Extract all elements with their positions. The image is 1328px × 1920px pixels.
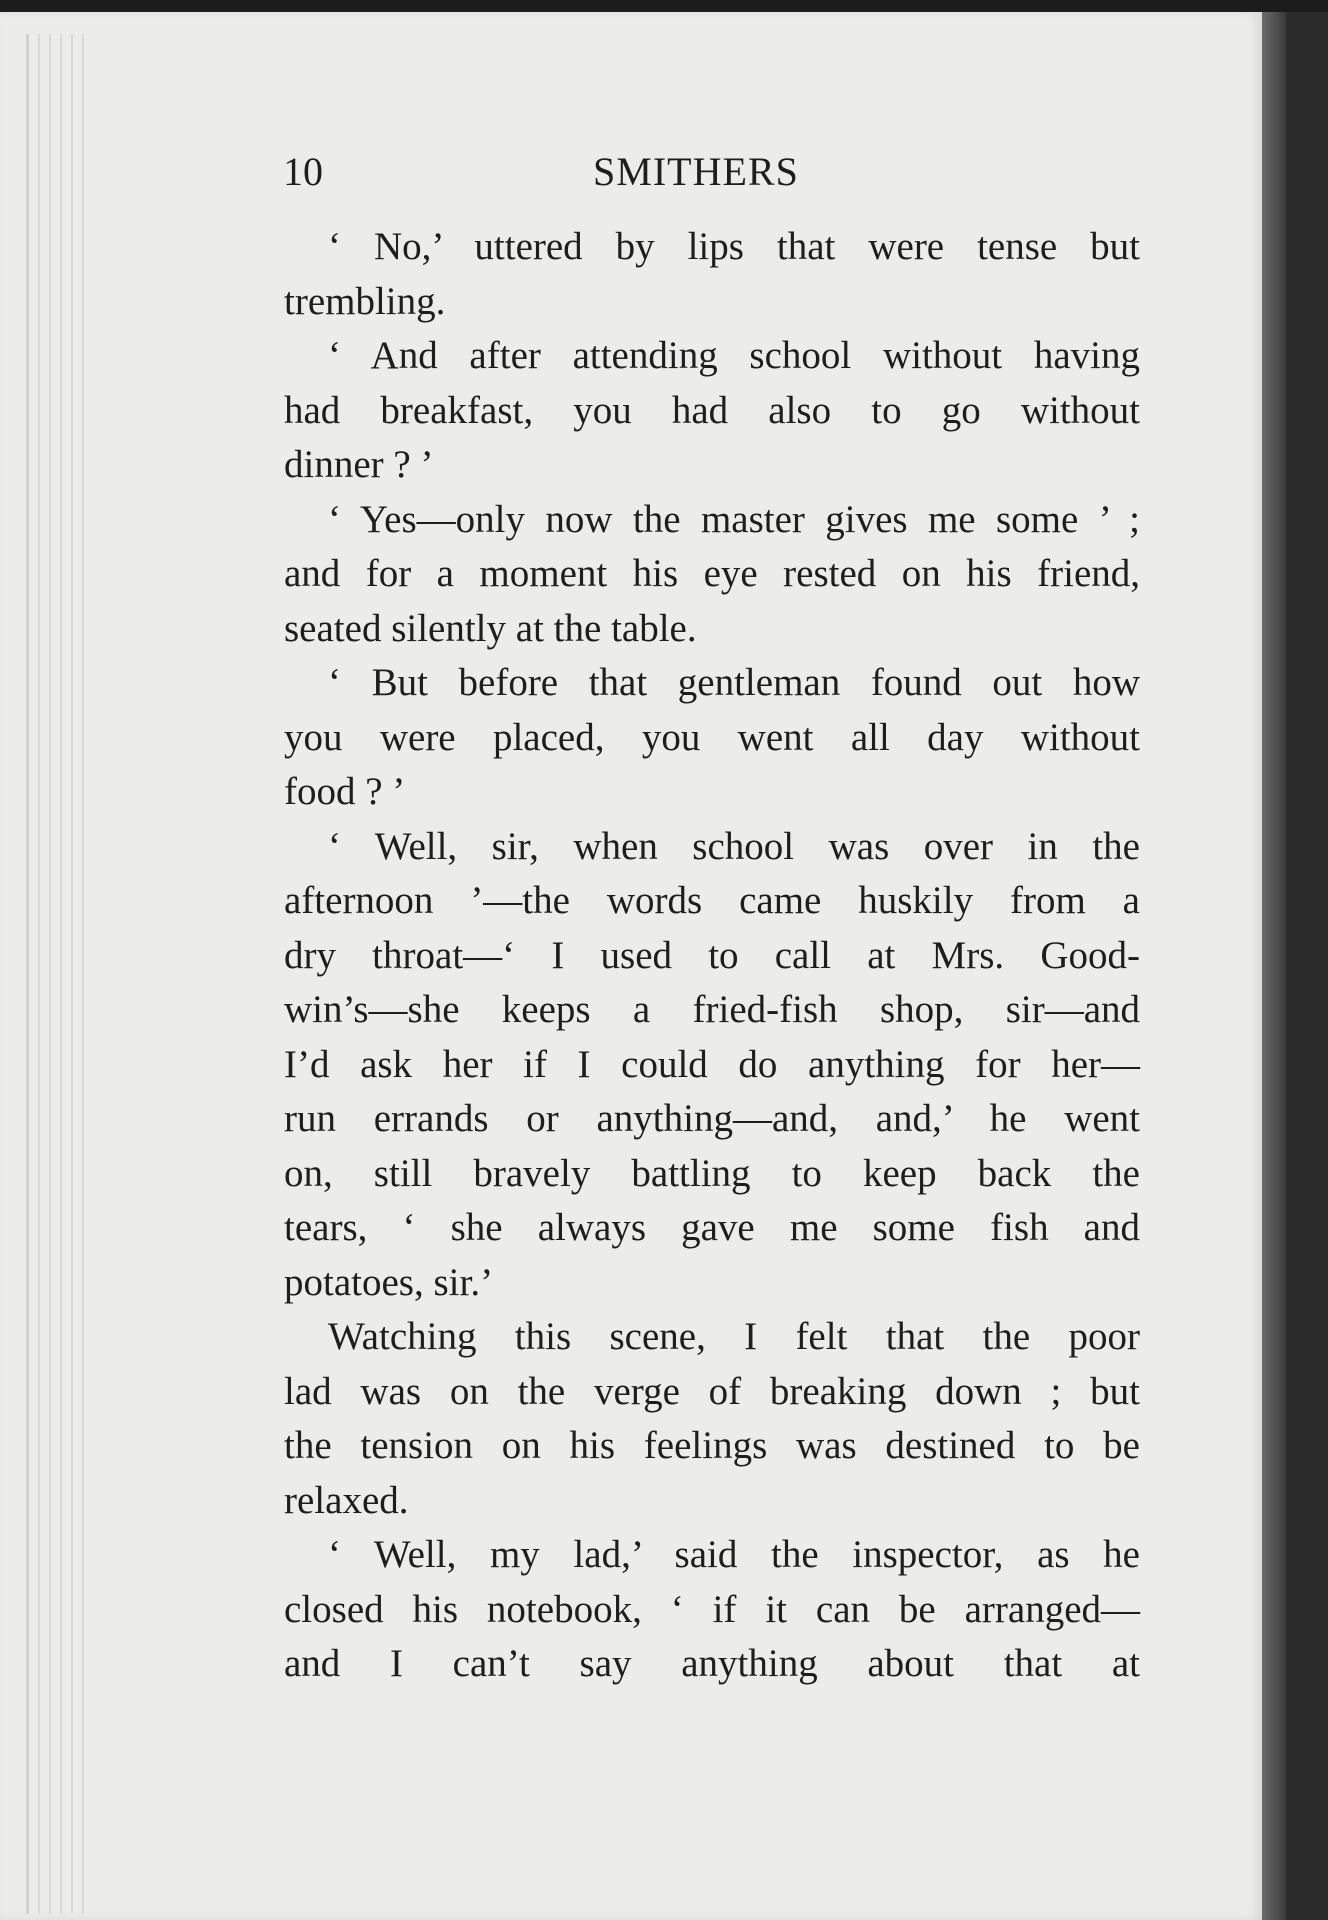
text-line: ‘ But before that gentleman found out how: [328, 661, 1140, 704]
text-line: dry throat—‘ I used to call at Mrs. Good-: [284, 933, 1140, 977]
text-line: and for a moment his eye rested on his friend,: [284, 552, 1140, 595]
gutter-shadow: [1262, 12, 1286, 1920]
text-line: seated silently at the table.: [284, 606, 697, 650]
text-line: win’s—she keeps a fried-fish shop, sir—and: [284, 988, 1140, 1031]
text-line: had breakfast, you had also to go without: [284, 388, 1140, 432]
page-edges: [26, 34, 85, 1914]
text-line: closed his notebook, ‘ if it can be arranged—: [284, 1587, 1140, 1631]
page-number: 10: [283, 149, 323, 194]
text-line: afternoon ’—the words came huskily from a: [284, 879, 1140, 922]
text-line: and I can’t say anything about that at: [284, 1642, 1140, 1685]
text-line: tears, ‘ she always gave me some fish and: [284, 1206, 1140, 1249]
scan-right-border: [1286, 12, 1328, 1920]
text-line: trembling.: [284, 279, 446, 323]
text-line: the tension on his feelings was destined to be: [284, 1424, 1140, 1467]
text-line: potatoes, sir.’: [284, 1260, 494, 1304]
text-line: ‘ Well, sir, when school was over in the: [328, 824, 1140, 868]
text-line: on, still bravely battling to keep back the: [284, 1151, 1140, 1195]
text-line: Watching this scene, I felt that the poor: [328, 1315, 1140, 1358]
text-line: lad was on the verge of breaking down ; but: [284, 1369, 1140, 1413]
text-line: dinner ? ’: [284, 443, 434, 486]
text-line: relaxed.: [284, 1478, 409, 1522]
text-line: run errands or anything—and, and,’ he went: [284, 1097, 1140, 1140]
text-line: food ? ’: [284, 770, 406, 813]
text-line: ‘ Yes—only now the master gives me some ’ ;: [328, 497, 1140, 541]
text-line: ‘ No,’ uttered by lips that were tense but: [328, 225, 1140, 268]
running-head: SMITHERS: [593, 149, 799, 194]
text-line: ‘ And after attending school without having: [328, 334, 1140, 377]
text-line: I’d ask her if I could do anything for her—: [284, 1042, 1140, 1086]
page-header: [283, 148, 1143, 198]
text-line: you were placed, you went all day without: [284, 715, 1140, 759]
text-line: ‘ Well, my lad,’ said the inspector, as he: [328, 1533, 1140, 1576]
body-text: [284, 220, 1140, 1692]
